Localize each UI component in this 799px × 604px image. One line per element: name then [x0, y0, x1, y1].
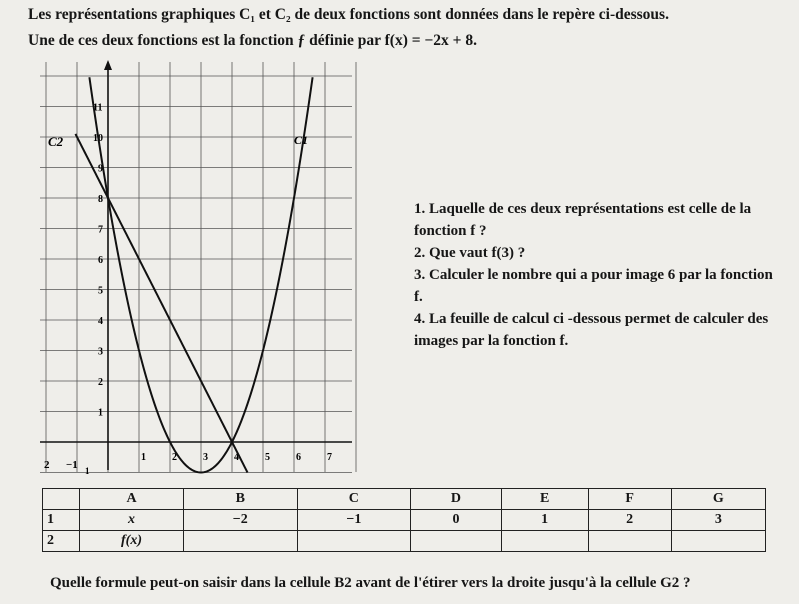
question-2: 2. Que vaut f(3) ?	[414, 245, 526, 261]
grid	[40, 62, 356, 473]
cell-a2[interactable]: f(x)	[80, 531, 184, 552]
col-header-a: A	[80, 489, 184, 510]
y-tick-label: 6	[98, 255, 103, 266]
y-tick-label: 1	[98, 407, 103, 419]
x-tick-label: 4	[234, 452, 239, 463]
col-header-d: D	[411, 489, 502, 510]
intro-line-2: Une de ces deux fonctions est la fonction ƒ définie par f(x) = −2x + 8.	[28, 32, 477, 49]
cell-e1[interactable]: 1	[501, 510, 588, 531]
col-header-f: F	[588, 489, 671, 510]
question-4: 4. La feuille de calcul ci -dessous permet de calculer des images par la fonction f.	[414, 311, 769, 349]
sheet-row-2	[43, 531, 766, 552]
y-axis-arrow	[104, 60, 112, 70]
col-header-e: E	[501, 489, 588, 510]
cell-d1[interactable]: 0	[411, 510, 502, 531]
x-tick-label: 2	[172, 452, 177, 463]
cell-g2[interactable]	[671, 531, 765, 552]
y-tick-label: 8	[98, 194, 103, 205]
intro-line-1: Les représentations graphiques C₁ et C₂ de deux fonctions sont données dans le repère ci-dessous.	[28, 6, 669, 23]
label-c1: C1	[294, 133, 309, 147]
col-header-g: G	[671, 489, 765, 510]
y-tick-label: 4	[98, 316, 103, 327]
x-tick-label: 6	[296, 452, 301, 463]
question-1: 1. Laquelle de ces deux représentations est celle de la fonction f ?	[414, 201, 752, 239]
x-tick-label: 5	[265, 452, 270, 463]
y-tick-label: 10	[93, 133, 103, 144]
x-neg-label-1: −1	[66, 459, 78, 471]
y-tick-label: 5	[98, 285, 103, 297]
x-tick-label: 1	[141, 452, 146, 463]
y-tick-label: 9	[98, 163, 103, 175]
y-tick-label: 3	[98, 346, 103, 358]
cell-f1[interactable]: 2	[588, 510, 671, 531]
y-neg-label-1: 1	[85, 466, 90, 476]
x-neg-label-2: 2	[44, 459, 50, 471]
spreadsheet	[42, 488, 766, 552]
cell-a1[interactable]: x	[80, 510, 184, 531]
label-c2: C2	[48, 134, 64, 149]
questions-block	[414, 198, 774, 352]
col-header-c: C	[297, 489, 411, 510]
column-header-row	[43, 489, 766, 510]
cell-e2[interactable]	[501, 531, 588, 552]
y-tick-label: 2	[98, 377, 103, 388]
x-tick-label: 3	[203, 452, 208, 463]
sheet-row-1	[43, 510, 766, 531]
row-header-2: 2	[43, 531, 80, 552]
cell-b1[interactable]: −2	[184, 510, 298, 531]
y-tick-label: 7	[98, 224, 103, 236]
row-header-1: 1	[43, 510, 80, 531]
cell-d2[interactable]	[411, 531, 502, 552]
corner-cell	[43, 489, 80, 510]
col-header-b: B	[184, 489, 298, 510]
x-tick-label: 7	[327, 452, 332, 463]
cell-b2[interactable]	[184, 531, 298, 552]
function-graph	[40, 58, 360, 478]
cell-c1[interactable]: −1	[297, 510, 411, 531]
y-tick-label: 11	[93, 102, 103, 114]
cell-f2[interactable]	[588, 531, 671, 552]
cell-g1[interactable]: 3	[671, 510, 765, 531]
cell-c2[interactable]	[297, 531, 411, 552]
question-5: Quelle formule peut-on saisir dans la cellule B2 avant de l'étirer vers la droite jusqu'à la cellule G2 ?	[50, 575, 691, 591]
question-3: 3. Calculer le nombre qui a pour image 6 par la fonction f.	[414, 267, 773, 305]
